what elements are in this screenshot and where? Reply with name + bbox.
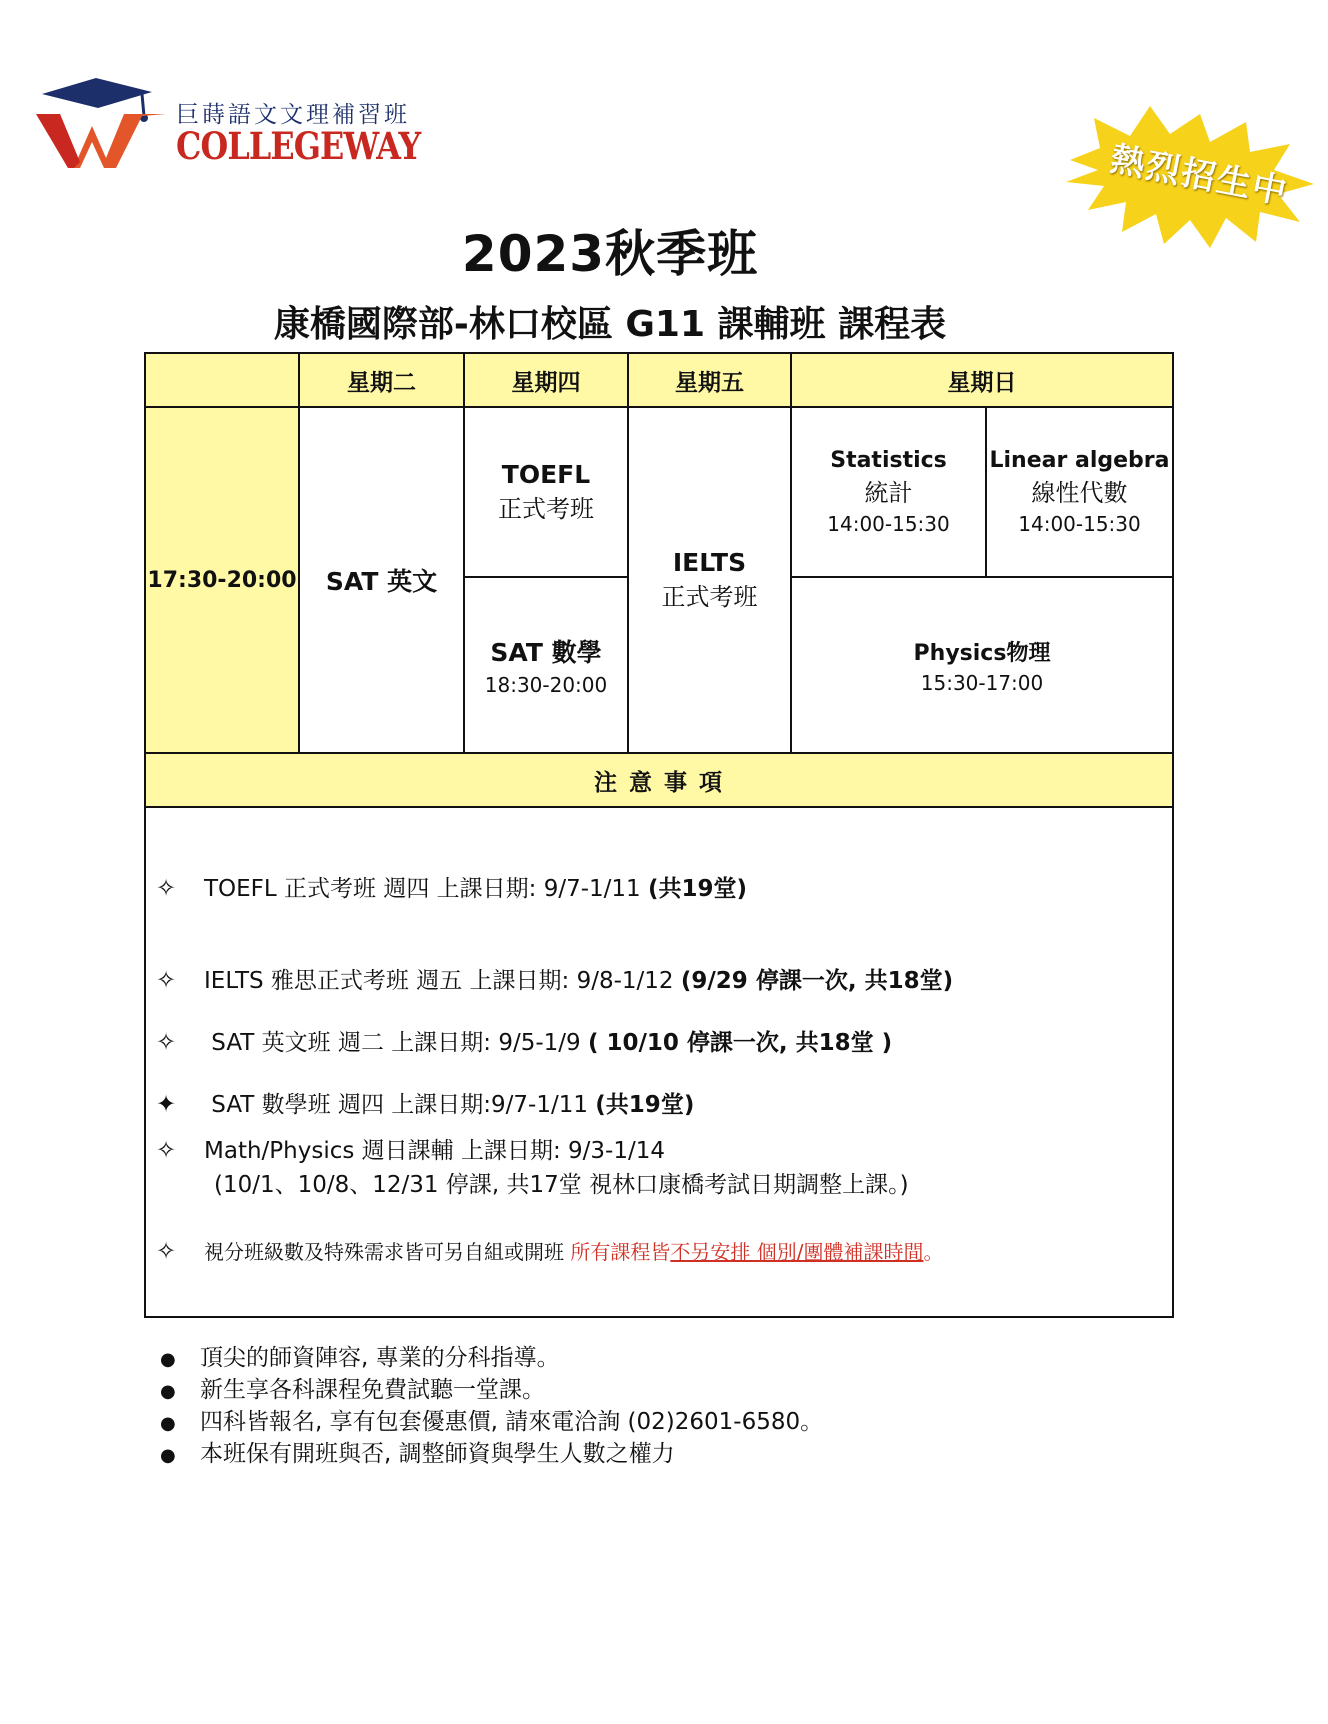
note-sat-english: [156, 1024, 892, 1057]
header-friday: 星期五: [627, 352, 792, 408]
outline-star-icon: ✧: [156, 966, 177, 994]
note-toefl: [156, 870, 747, 903]
list-item: [160, 1438, 823, 1470]
solid-star-icon: ✦: [156, 1090, 177, 1118]
outline-star-icon: ✧: [156, 1028, 177, 1056]
outline-star-icon: ✧: [156, 874, 177, 902]
statistics-time: 14:00-15:30: [827, 512, 950, 536]
ielts-subtitle: 正式考班: [661, 583, 758, 611]
note-warning-part: 所有課程皆: [570, 1240, 671, 1264]
bullet-dot-icon: ●: [160, 1349, 176, 1370]
list-item: [160, 1374, 823, 1406]
bullet-text: 新生享各科課程免費試聽一堂課。: [200, 1377, 545, 1403]
notes-header: 注 意 事 項: [144, 752, 1174, 808]
page-title: 2023秋季班: [461, 225, 759, 283]
note-ielts: [156, 962, 953, 995]
note-emphasis: ( 10/10 停課一次, 共18堂 ): [587, 1030, 893, 1056]
linear-algebra-time: 14:00-15:30: [1018, 512, 1141, 536]
ielts-course: IELTS: [672, 548, 747, 577]
note-sat-math: [156, 1086, 694, 1119]
toefl-course: TOEFL: [501, 460, 591, 489]
note-text: TOEFL 正式考班 週四 上課日期: 9/7-1/11: [204, 876, 648, 902]
graduation-cap-icon: [34, 74, 174, 174]
note-text: SAT 英文班 週二 上課日期: 9/5-1/9: [204, 1030, 588, 1056]
physics-course: Physics物理: [913, 640, 1051, 666]
tuesday-cell: [298, 406, 465, 754]
bullet-text: 四科皆報名, 享有包套優惠價, 請來電洽詢 (02)2601-6580。: [200, 1409, 824, 1435]
linear-algebra-course: Linear algebra: [989, 448, 1170, 473]
sat-math-course: SAT 數學: [490, 638, 602, 667]
note-warning-end: 。: [923, 1240, 944, 1264]
statistics-course: Statistics: [830, 448, 947, 473]
header-thursday: 星期四: [463, 352, 629, 408]
physics-time: 15:30-17:00: [920, 670, 1044, 695]
logo-english-name: COLLEGEWAY: [176, 124, 421, 168]
outline-star-icon: ✧: [156, 1237, 177, 1265]
note-text: SAT 數學班 週四 上課日期:9/7-1/11: [204, 1092, 596, 1118]
bullet-dot-icon: ●: [160, 1381, 176, 1402]
time-slot-cell: [144, 406, 300, 754]
bullet-dot-icon: ●: [160, 1445, 176, 1466]
toefl-subtitle: 正式考班: [498, 495, 594, 523]
logo-chinese-name: 巨蒔語文文理補習班: [176, 102, 410, 128]
note-warning: [570, 1240, 943, 1264]
list-item: [160, 1406, 823, 1438]
sunday-linear-algebra-cell: [985, 406, 1174, 578]
info-bullet-list: [160, 1342, 823, 1470]
sat-english-course: SAT 英文: [325, 567, 438, 596]
sunday-statistics-cell: [790, 406, 987, 578]
thursday-toefl-cell: [463, 406, 629, 578]
sat-math-time: 18:30-20:00: [484, 673, 608, 697]
bullet-dot-icon: ●: [160, 1413, 176, 1434]
header-sunday: 星期日: [790, 352, 1174, 408]
note-emphasis: (共19堂): [595, 1092, 695, 1118]
outline-star-icon: ✧: [156, 1136, 177, 1164]
note-text: IELTS 雅思正式考班 週五 上課日期: 9/8-1/12: [204, 968, 681, 994]
note-text-line2: (10/1、10/8、12/31 停課, 共17堂 視林口康橋考試日期調整上課。): [214, 1172, 909, 1198]
note-emphasis: (共19堂): [648, 876, 748, 902]
friday-ielts-cell: [627, 406, 792, 754]
page-subtitle: 康橋國際部-林口校區 G11 課輔班 課程表: [273, 304, 947, 345]
note-math-physics: [156, 1132, 909, 1198]
bullet-text: 頂尖的師資陣容, 專業的分科指導。: [200, 1345, 560, 1371]
note-custom-class: [156, 1236, 943, 1265]
header-corner: [144, 352, 300, 408]
time-slot: 17:30-20:00: [147, 567, 297, 593]
header-tuesday: 星期二: [298, 352, 465, 408]
badge-label: 熱烈招生中: [1107, 139, 1292, 213]
note-text: Math/Physics 週日課輔 上課日期: 9/3-1/14: [204, 1138, 665, 1164]
notes-section: [144, 806, 1174, 1318]
sunday-physics-cell: [790, 576, 1174, 754]
note-emphasis: (9/29 停課一次, 共18堂): [680, 968, 954, 994]
linear-algebra-subtitle: 線性代數: [1031, 479, 1128, 507]
bullet-text: 本班保有開班與否, 調整師資與學生人數之權力: [200, 1441, 675, 1467]
list-item: [160, 1342, 823, 1374]
note-warning-underlined: 不另安排 個別/團體補課時間: [670, 1240, 924, 1264]
collegeway-logo: [34, 74, 421, 184]
note-text: 視分班級數及特殊需求皆可另自組或開班: [204, 1240, 571, 1264]
thursday-sat-math-cell: [463, 576, 629, 754]
statistics-subtitle: 統計: [864, 479, 913, 507]
